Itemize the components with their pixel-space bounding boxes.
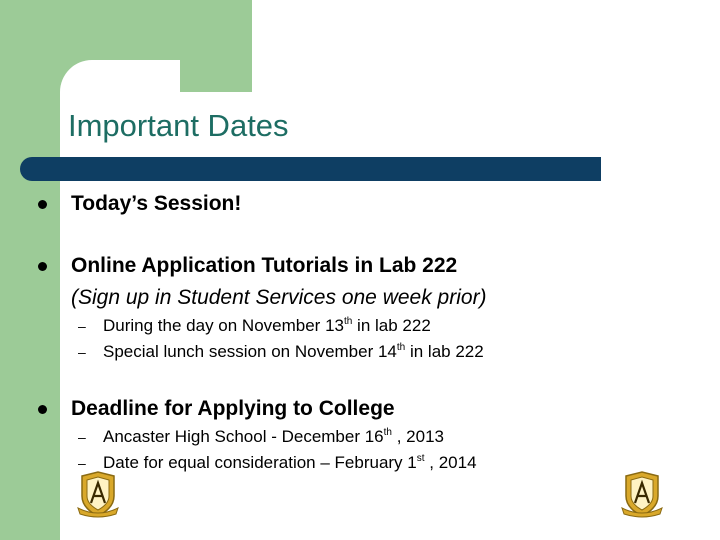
title-underline-bar: [20, 157, 601, 181]
sub-bullet-ancaster-deadline: Ancaster High School - December 16th , 2013: [103, 427, 444, 446]
school-crest-icon: [74, 470, 122, 518]
sub-bullet-dash: –: [78, 318, 86, 334]
sub-bullet-dash: –: [78, 455, 86, 471]
bullet-online-tutorials-note: (Sign up in Student Services one week prior): [71, 286, 487, 309]
bullet-deadline: Deadline for Applying to College: [71, 397, 395, 420]
school-crest-icon: [618, 470, 666, 518]
sub-bullet-november-13: During the day on November 13th in lab 222: [103, 316, 431, 335]
bullet-dot: [38, 200, 47, 209]
sub-bullet-dash: –: [78, 344, 86, 360]
sub-bullet-equal-consideration: Date for equal consideration – February 1st , 2014: [103, 453, 477, 472]
bullet-dot: [38, 405, 47, 414]
slide-title: Important Dates: [68, 108, 289, 143]
bullet-dot: [38, 262, 47, 271]
sub-bullet-dash: –: [78, 429, 86, 445]
bullet-online-tutorials: Online Application Tutorials in Lab 222: [71, 254, 458, 277]
bullet-todays-session: Today’s Session!: [71, 192, 242, 215]
sub-bullet-november-14: Special lunch session on November 14th in lab 222: [103, 342, 484, 361]
